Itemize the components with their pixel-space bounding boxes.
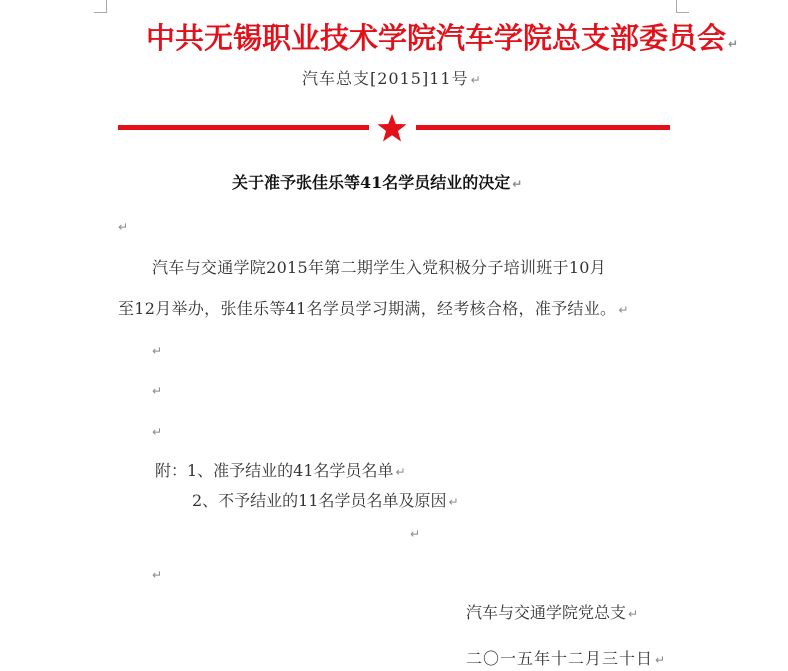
signature-org-text: 汽车与交通学院党总支 (466, 603, 627, 622)
paragraph-mark-icon: ↵ (395, 465, 406, 479)
red-star-icon (376, 112, 408, 144)
paragraph-mark-icon: ↵ (628, 607, 639, 621)
doc-number (302, 66, 482, 89)
org-title-text: 中共无锡职业技术学院汽车学院总支部委员会 (146, 21, 727, 55)
page-corner-marker-right (676, 0, 689, 13)
red-divider-right (416, 125, 670, 130)
decision-title (232, 170, 522, 193)
body-paragraph-line-2 (118, 296, 629, 319)
paragraph-mark-icon: ↵ (618, 303, 629, 317)
attachment-text-1: 附：1、准予结业的41名学员名单 (155, 461, 394, 480)
signature-org (466, 600, 638, 623)
paragraph-mark-icon: ↵ (152, 568, 163, 582)
paragraph-mark-icon: ↵ (470, 73, 482, 87)
decision-title-text: 关于准予张佳乐等41名学员结业的决定 (232, 173, 511, 192)
paragraph-mark-icon: ↵ (410, 527, 421, 541)
paragraph-mark-icon: ↵ (118, 220, 129, 234)
signature-date-text: 二〇一五年十二月三十日 (466, 649, 654, 668)
body-paragraph-line-1 (152, 255, 606, 278)
page-corner-marker-left (94, 0, 107, 13)
paragraph-mark-icon: ↵ (448, 495, 459, 509)
paragraph-mark-icon: ↵ (152, 425, 163, 439)
paragraph-mark-icon: ↵ (152, 344, 163, 358)
attachment-text-2: 2、不予结业的11名学员名单及原因 (192, 491, 447, 510)
paragraph-mark-icon: ↵ (152, 384, 163, 398)
paragraph-mark-icon: ↵ (728, 37, 739, 51)
attachment-item-2 (192, 488, 459, 511)
body-text-2: 至12月举办，张佳乐等41名学员学习期满，经考核合格，准予结业。 (118, 299, 617, 318)
org-title (146, 16, 738, 57)
paragraph-mark-icon: ↵ (655, 653, 667, 667)
doc-number-text: 汽车总支[2015]11号 (302, 69, 469, 88)
paragraph-mark-icon: ↵ (512, 177, 523, 191)
body-text-1: 汽车与交通学院2015年第二期学生入党积极分子培训班于10月 (152, 258, 607, 277)
red-divider-left (118, 125, 369, 130)
signature-date (466, 646, 666, 669)
attachment-item-1 (155, 458, 406, 481)
